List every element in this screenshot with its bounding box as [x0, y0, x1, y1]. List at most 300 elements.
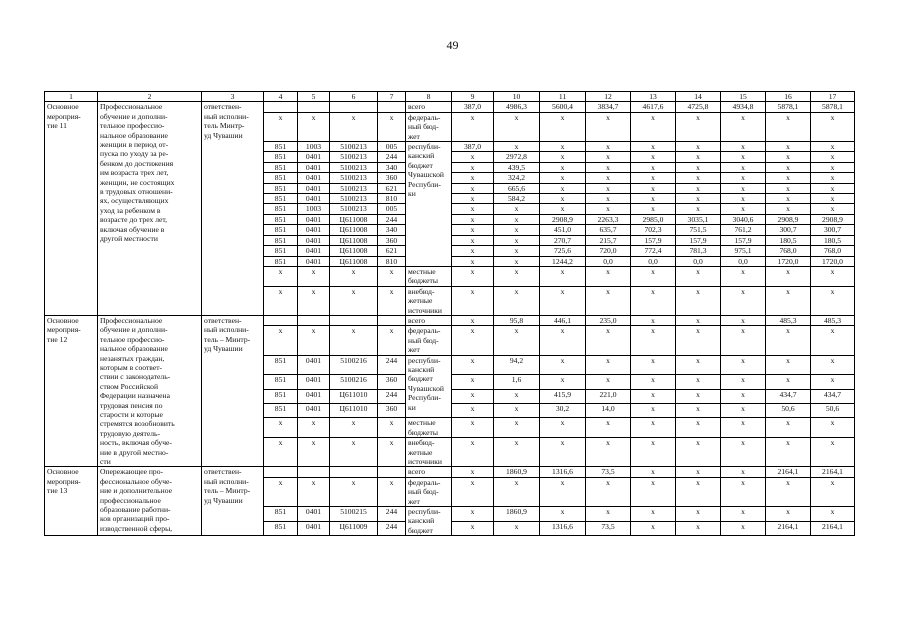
value-cell: х	[540, 204, 586, 214]
code-cell: 621	[378, 183, 406, 193]
value-cell: х	[452, 286, 494, 315]
value-cell: 0,0	[586, 256, 631, 266]
code-cell: 5100213	[330, 152, 378, 162]
value-cell: 4986,3	[494, 102, 540, 112]
value-cell: 73,5	[586, 521, 631, 536]
value-cell: 2908,9	[540, 214, 586, 224]
value-cell: х	[452, 204, 494, 214]
code-cell: 851	[264, 152, 298, 162]
value-cell: 235,0	[586, 315, 631, 325]
executor-cell: ответствен- ный исполни- тель – Минтр- уд Чувашии	[202, 315, 264, 467]
value-cell: х	[676, 418, 721, 438]
code-cell: х	[378, 418, 406, 438]
value-cell: 0,0	[721, 256, 766, 266]
value-cell: х	[676, 389, 721, 403]
value-cell: х	[540, 418, 586, 438]
value-cell: х	[452, 438, 494, 467]
value-cell: х	[452, 266, 494, 286]
value-cell: х	[540, 194, 586, 204]
source-label-cell: внебюд- жетные источники	[406, 286, 452, 315]
value-cell: х	[721, 204, 766, 214]
code-cell: х	[330, 438, 378, 467]
value-cell: х	[494, 204, 540, 214]
code-cell: 0401	[298, 194, 330, 204]
value-cell: 270,7	[540, 235, 586, 245]
code-cell: 5100213	[330, 194, 378, 204]
value-cell: х	[452, 315, 494, 325]
value-cell: х	[766, 507, 811, 522]
value-cell: 300,7	[766, 225, 811, 235]
header-cell: 5	[298, 92, 330, 102]
value-cell: х	[676, 204, 721, 214]
code-cell: 244	[378, 214, 406, 224]
code-cell: 851	[264, 404, 298, 418]
source-label-cell: республи- канский бюджет	[406, 507, 452, 536]
source-label-cell: республи- канский бюджет Чувашской Республи- ки	[406, 142, 452, 267]
value-cell: х	[676, 467, 721, 477]
value-cell: 5878,1	[811, 102, 855, 112]
code-cell: 0401	[298, 183, 330, 193]
value-cell: х	[676, 194, 721, 204]
empty-code-cell	[378, 467, 406, 477]
value-cell: 751,5	[676, 225, 721, 235]
value-cell: 2985,0	[631, 214, 676, 224]
value-cell: 30,2	[540, 404, 586, 418]
value-cell: х	[676, 152, 721, 162]
code-cell: 851	[264, 256, 298, 266]
value-cell: х	[494, 521, 540, 536]
value-cell: х	[452, 521, 494, 536]
value-cell: х	[811, 438, 855, 467]
value-cell: 300,7	[811, 225, 855, 235]
code-cell: 5100213	[330, 183, 378, 193]
executor-cell: ответствен- ный исполни- тель – Минтр- уд Чувашии	[202, 467, 264, 536]
value-cell: х	[676, 112, 721, 141]
code-cell: 851	[264, 214, 298, 224]
code-cell: х	[378, 477, 406, 506]
value-cell: х	[631, 315, 676, 325]
code-cell: 360	[378, 404, 406, 418]
empty-code-cell	[330, 467, 378, 477]
value-cell: х	[452, 467, 494, 477]
code-cell: 851	[264, 194, 298, 204]
code-cell: х	[330, 112, 378, 141]
value-cell: х	[766, 438, 811, 467]
code-cell: 5100213	[330, 162, 378, 172]
code-cell: 360	[378, 375, 406, 389]
value-cell: 2164,1	[811, 521, 855, 536]
value-cell: х	[811, 112, 855, 141]
value-cell: х	[721, 173, 766, 183]
header-cell: 12	[586, 92, 631, 102]
code-cell: х	[298, 286, 330, 315]
value-cell: х	[540, 162, 586, 172]
value-cell: х	[721, 355, 766, 375]
value-cell: х	[721, 142, 766, 152]
value-cell: х	[452, 355, 494, 375]
value-cell: х	[631, 467, 676, 477]
code-cell: 810	[378, 194, 406, 204]
value-cell: 3834,7	[586, 102, 631, 112]
value-cell: х	[452, 507, 494, 522]
value-cell: 451,0	[540, 225, 586, 235]
value-cell: 2908,9	[766, 214, 811, 224]
source-label-cell: всего	[406, 102, 452, 112]
code-cell: х	[264, 326, 298, 355]
empty-code-cell	[330, 315, 378, 325]
value-cell: х	[540, 112, 586, 141]
code-cell: 5100215	[330, 507, 378, 522]
value-cell: х	[766, 266, 811, 286]
code-cell: 851	[264, 355, 298, 375]
code-cell: х	[378, 286, 406, 315]
value-cell: х	[811, 152, 855, 162]
header-cell: 3	[202, 92, 264, 102]
value-cell: х	[811, 142, 855, 152]
code-cell: 0401	[298, 507, 330, 522]
header-cell: 8	[406, 92, 452, 102]
value-cell: 73,5	[586, 467, 631, 477]
value-cell: х	[676, 521, 721, 536]
value-cell: 665,6	[494, 183, 540, 193]
total-row	[45, 102, 855, 112]
value-cell: 324,2	[494, 173, 540, 183]
value-cell: х	[494, 404, 540, 418]
value-cell: 1,6	[494, 375, 540, 389]
value-cell: 768,0	[766, 246, 811, 256]
header-cell: 6	[330, 92, 378, 102]
code-cell: 5100216	[330, 355, 378, 375]
code-cell: 5100213	[330, 173, 378, 183]
value-cell: х	[494, 266, 540, 286]
value-cell: х	[494, 438, 540, 467]
value-cell: 5600,4	[540, 102, 586, 112]
value-cell: х	[676, 183, 721, 193]
code-cell: 0401	[298, 214, 330, 224]
value-cell: х	[586, 418, 631, 438]
code-cell: х	[330, 286, 378, 315]
code-cell: 851	[264, 225, 298, 235]
measure-description-cell: Опережающее про- фессиональное обуче- ние и дополнительное профессиональное образование работни- ков организаций про- изводственной сферы,	[98, 467, 202, 536]
code-cell: 0401	[298, 235, 330, 245]
value-cell: х	[494, 418, 540, 438]
value-cell: 1860,9	[494, 507, 540, 522]
value-cell: х	[586, 173, 631, 183]
value-cell: х	[452, 225, 494, 235]
value-cell: х	[540, 266, 586, 286]
code-cell: 360	[378, 173, 406, 183]
code-cell: х	[330, 266, 378, 286]
code-cell: 810	[378, 256, 406, 266]
value-cell: х	[494, 246, 540, 256]
header-cell: 1	[45, 92, 98, 102]
value-cell: 1720,0	[766, 256, 811, 266]
value-cell: х	[721, 326, 766, 355]
value-cell: 1720,0	[811, 256, 855, 266]
code-cell: 851	[264, 507, 298, 522]
value-cell: х	[631, 521, 676, 536]
value-cell: 702,3	[631, 225, 676, 235]
value-cell: х	[676, 162, 721, 172]
value-cell: х	[586, 183, 631, 193]
value-cell: х	[586, 266, 631, 286]
value-cell: х	[766, 355, 811, 375]
value-cell: х	[631, 266, 676, 286]
page-number: 49	[446, 38, 459, 52]
value-cell: х	[494, 326, 540, 355]
value-cell: х	[494, 142, 540, 152]
value-cell: 781,3	[676, 246, 721, 256]
value-cell: х	[452, 183, 494, 193]
code-cell: Ц611008	[330, 225, 378, 235]
value-cell: х	[631, 355, 676, 375]
empty-code-cell	[298, 467, 330, 477]
value-cell: х	[586, 477, 631, 506]
code-cell: 0401	[298, 246, 330, 256]
code-cell: Ц611010	[330, 404, 378, 418]
code-cell: х	[298, 438, 330, 467]
value-cell: 2972,8	[494, 152, 540, 162]
value-cell: х	[452, 477, 494, 506]
value-cell: х	[721, 521, 766, 536]
value-cell: 434,7	[766, 389, 811, 403]
value-cell: 157,9	[631, 235, 676, 245]
value-cell: х	[631, 507, 676, 522]
code-cell: 340	[378, 225, 406, 235]
value-cell: х	[676, 173, 721, 183]
code-cell: х	[298, 112, 330, 141]
value-cell: 439,5	[494, 162, 540, 172]
value-cell: х	[452, 389, 494, 403]
value-cell: х	[721, 477, 766, 506]
empty-code-cell	[378, 315, 406, 325]
header-cell: 17	[811, 92, 855, 102]
header-cell: 15	[721, 92, 766, 102]
code-cell: 851	[264, 235, 298, 245]
value-cell: х	[452, 326, 494, 355]
value-cell: 221,0	[586, 389, 631, 403]
value-cell: х	[631, 142, 676, 152]
value-cell: 2164,1	[766, 467, 811, 477]
value-cell: х	[631, 389, 676, 403]
code-cell: 621	[378, 246, 406, 256]
code-cell: Ц611008	[330, 256, 378, 266]
value-cell: х	[766, 112, 811, 141]
value-cell: х	[766, 152, 811, 162]
code-cell: 0401	[298, 375, 330, 389]
measure-name-cell: Основное мероприя- тие 12	[45, 315, 98, 467]
value-cell: х	[631, 286, 676, 315]
value-cell: 3040,6	[721, 214, 766, 224]
value-cell: х	[540, 152, 586, 162]
header-cell: 4	[264, 92, 298, 102]
empty-code-cell	[378, 102, 406, 112]
code-cell: 0401	[298, 521, 330, 536]
value-cell: 157,9	[721, 235, 766, 245]
value-cell: х	[721, 389, 766, 403]
value-cell: х	[452, 112, 494, 141]
value-cell: х	[721, 194, 766, 204]
code-cell: 5100213	[330, 204, 378, 214]
code-cell: х	[264, 418, 298, 438]
code-cell: 0401	[298, 404, 330, 418]
value-cell: 4725,8	[676, 102, 721, 112]
source-label-cell: местные бюджеты	[406, 418, 452, 438]
value-cell: х	[452, 162, 494, 172]
value-cell: 485,3	[766, 315, 811, 325]
value-cell: х	[586, 162, 631, 172]
value-cell: х	[676, 286, 721, 315]
header-cell: 10	[494, 92, 540, 102]
value-cell: х	[631, 326, 676, 355]
value-cell: х	[452, 235, 494, 245]
code-cell: 244	[378, 521, 406, 536]
value-cell: 768,0	[811, 246, 855, 256]
value-cell: х	[586, 375, 631, 389]
value-cell: 4934,8	[721, 102, 766, 112]
value-cell: х	[721, 183, 766, 193]
code-cell: 1003	[298, 142, 330, 152]
code-cell: 244	[378, 355, 406, 375]
value-cell: х	[766, 418, 811, 438]
value-cell: х	[540, 142, 586, 152]
value-cell: х	[676, 142, 721, 152]
code-cell: х	[264, 112, 298, 141]
value-cell: х	[721, 418, 766, 438]
value-cell: х	[766, 204, 811, 214]
source-label-cell: федераль- ный бюд- жет	[406, 477, 452, 506]
code-cell: 851	[264, 389, 298, 403]
code-cell: 5100213	[330, 142, 378, 152]
value-cell: х	[540, 173, 586, 183]
code-cell: 851	[264, 183, 298, 193]
code-cell: 0401	[298, 162, 330, 172]
value-cell: х	[721, 467, 766, 477]
value-cell: 180,5	[766, 235, 811, 245]
value-cell: х	[452, 375, 494, 389]
value-cell: х	[586, 286, 631, 315]
value-cell: х	[494, 389, 540, 403]
measure-name-cell: Основное мероприя- тие 11	[45, 102, 98, 316]
value-cell: х	[811, 418, 855, 438]
value-cell: 0,0	[631, 256, 676, 266]
value-cell: 94,2	[494, 355, 540, 375]
value-cell: х	[766, 183, 811, 193]
code-cell: 005	[378, 204, 406, 214]
code-cell: 5100216	[330, 375, 378, 389]
value-cell: х	[452, 152, 494, 162]
value-cell: 50,6	[766, 404, 811, 418]
value-cell: х	[631, 204, 676, 214]
value-cell: х	[540, 438, 586, 467]
source-label-cell: федераль- ный бюд- жет	[406, 326, 452, 355]
code-cell: Ц611009	[330, 521, 378, 536]
value-cell: х	[676, 266, 721, 286]
value-cell: х	[586, 152, 631, 162]
code-cell: 851	[264, 173, 298, 183]
value-cell: х	[766, 194, 811, 204]
code-cell: 244	[378, 152, 406, 162]
measure-description-cell: Профессиональное обучение и дополни- тельное профессио- нальное образование женщин в период от- пуска по уходу за ре- бенком до достижения им возраста трех лет, женщин, не состоящих в трудовых отношени- ях, осуществляющих уход за ребенком в возрасте до трех лет, включая обучение в другой местности	[98, 102, 202, 316]
value-cell: 720,0	[586, 246, 631, 256]
value-cell: 0,0	[676, 256, 721, 266]
value-cell: х	[631, 404, 676, 418]
value-cell: х	[676, 404, 721, 418]
value-cell: х	[811, 326, 855, 355]
code-cell: 340	[378, 162, 406, 172]
value-cell: х	[766, 286, 811, 315]
value-cell: х	[452, 246, 494, 256]
value-cell: х	[811, 375, 855, 389]
value-cell: х	[452, 404, 494, 418]
value-cell: х	[586, 355, 631, 375]
empty-code-cell	[298, 102, 330, 112]
value-cell: х	[494, 477, 540, 506]
value-cell: х	[586, 507, 631, 522]
total-row	[45, 315, 855, 325]
value-cell: 387,0	[452, 102, 494, 112]
code-cell: Ц611008	[330, 235, 378, 245]
value-cell: х	[676, 355, 721, 375]
value-cell: х	[494, 214, 540, 224]
value-cell: х	[676, 438, 721, 467]
value-cell: х	[586, 438, 631, 467]
value-cell: х	[494, 256, 540, 266]
value-cell: х	[676, 375, 721, 389]
value-cell: х	[540, 355, 586, 375]
value-cell: х	[721, 162, 766, 172]
value-cell: х	[494, 112, 540, 141]
code-cell: 0401	[298, 256, 330, 266]
value-cell: 761,2	[721, 225, 766, 235]
value-cell: х	[676, 326, 721, 355]
header-cell: 2	[98, 92, 202, 102]
empty-code-cell	[298, 315, 330, 325]
value-cell: 975,1	[721, 246, 766, 256]
value-cell: х	[452, 214, 494, 224]
source-label-cell: всего	[406, 467, 452, 477]
code-cell: 0401	[298, 225, 330, 235]
value-cell: х	[494, 225, 540, 235]
value-cell: 584,2	[494, 194, 540, 204]
value-cell: х	[540, 507, 586, 522]
value-cell: х	[811, 204, 855, 214]
empty-code-cell	[264, 102, 298, 112]
code-cell: 005	[378, 142, 406, 152]
code-cell: 851	[264, 521, 298, 536]
code-cell: х	[330, 477, 378, 506]
code-cell: х	[330, 418, 378, 438]
value-cell: 772,4	[631, 246, 676, 256]
code-cell: х	[298, 418, 330, 438]
value-cell: х	[811, 477, 855, 506]
value-cell: 485,3	[811, 315, 855, 325]
value-cell: х	[721, 266, 766, 286]
code-cell: х	[264, 286, 298, 315]
code-cell: х	[330, 326, 378, 355]
value-cell: х	[676, 477, 721, 506]
code-cell: х	[378, 112, 406, 141]
code-cell: 0401	[298, 173, 330, 183]
value-cell: х	[540, 477, 586, 506]
value-cell: х	[811, 173, 855, 183]
value-cell: х	[766, 477, 811, 506]
value-cell: х	[721, 438, 766, 467]
value-cell: х	[811, 286, 855, 315]
total-row	[45, 467, 855, 477]
code-cell: 0401	[298, 389, 330, 403]
value-cell: х	[494, 286, 540, 315]
